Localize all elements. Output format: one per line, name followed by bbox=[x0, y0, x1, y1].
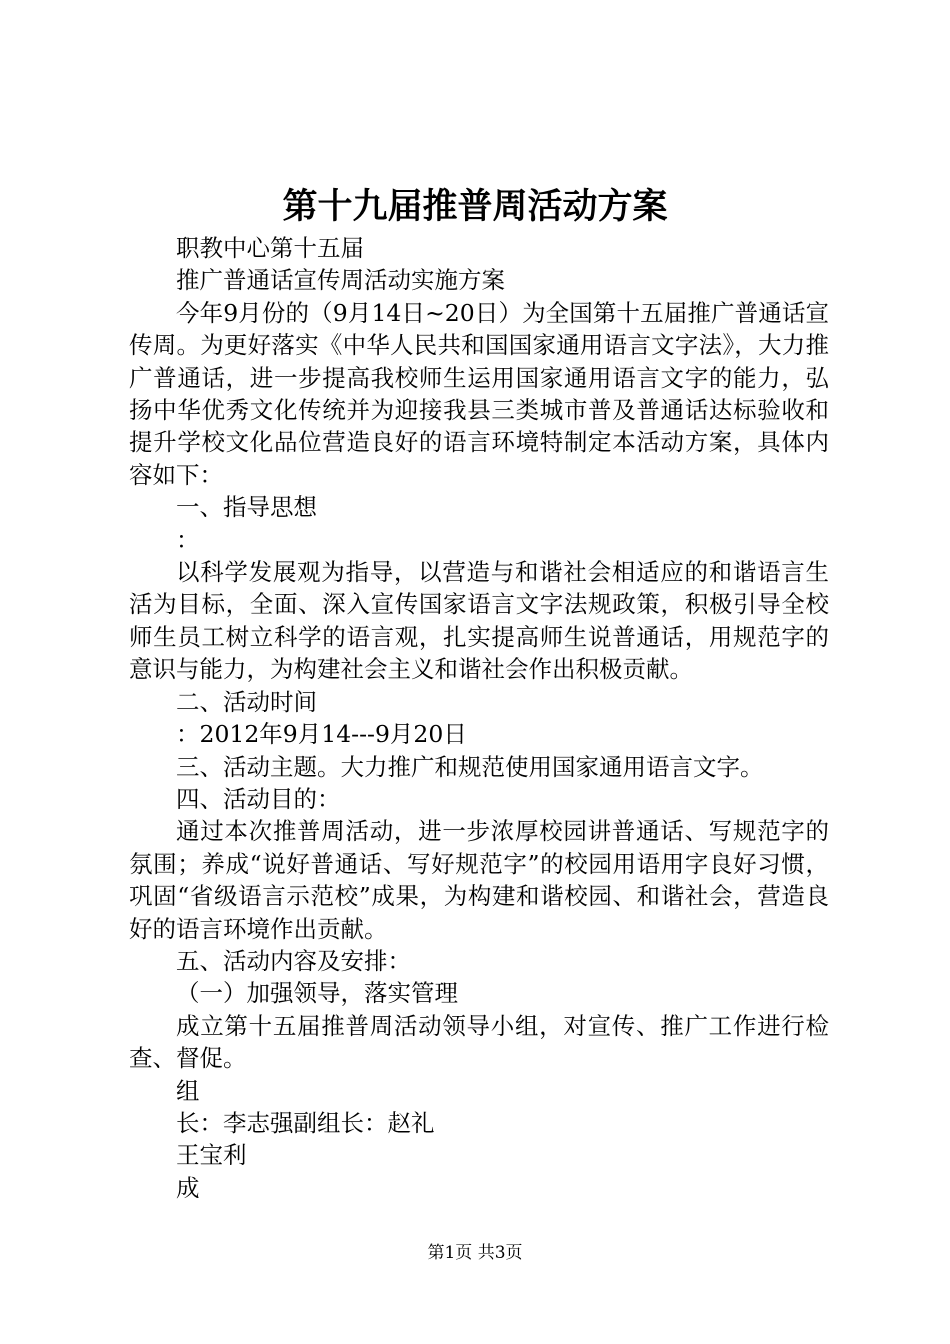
line-group: 组 bbox=[176, 1076, 200, 1105]
section-heading-2: 二、活动时间 bbox=[176, 687, 317, 716]
paragraph-purpose: 通过本次推普周活动，进一步浓厚校园讲普通话、写规范字的氛围；养成“说好普通话、写好规范字”的校园用语用字良好习惯，巩固“省级语言示范校”成果，为构建和谐校园、和谐社会，营造良好的语言环境作出贡献。 bbox=[129, 817, 829, 943]
document-body bbox=[129, 232, 829, 1204]
section-colon-1: ： bbox=[176, 525, 200, 554]
page-footer: 第1页 共3页 bbox=[427, 1243, 523, 1263]
paragraph-subtitle: 推广普通话宣传周活动实施方案 bbox=[176, 266, 505, 295]
paragraph-time: ：2012年9月14---9月20日 bbox=[176, 720, 467, 749]
section-heading-5: 五、活动内容及安排： bbox=[176, 946, 411, 975]
subsection-heading-1: （一）加强领导，落实管理 bbox=[176, 979, 458, 1008]
paragraph-org: 职教中心第十五届 bbox=[176, 234, 364, 262]
document-title: 第十九届推普周活动方案 bbox=[282, 186, 668, 227]
section-heading-4: 四、活动目的： bbox=[176, 784, 341, 813]
paragraph-guidance: 以科学发展观为指导，以营造与和谐社会相适应的和谐语言生活为目标，全面、深入宣传国家语言文字法规政策，积极引导全校师生员工树立科学的语言观，扎实提高师生说普通话，用规范字的意识与能力，为构建社会主义和谐社会作出积极贡献。 bbox=[129, 558, 829, 684]
section-heading-3: 三、活动主题。大力推广和规范使用国家通用语言文字。 bbox=[176, 752, 764, 781]
section-heading-1: 一、指导思想 bbox=[176, 493, 317, 522]
paragraph-leadership: 成立第十五届推普周活动领导小组，对宣传、推广工作进行检查、督促。 bbox=[129, 1011, 829, 1073]
line-leader: 长：李志强副组长：赵礼 bbox=[176, 1108, 435, 1137]
line-members: 成 bbox=[176, 1173, 200, 1202]
paragraph-intro: 今年9月份的（9月14日~20日）为全国第十五届推广普通话宣传周。为更好落实《中华人民共和国国家通用语言文字法》，大力推广普通话，进一步提高我校师生运用国家通用语言文字的能力，弘扬中华优秀文化传统并为迎接我县三类城市普及普通话达标验收和提升学校文化品位营造良好的语言环境特制定本活动方案，具体内容如下： bbox=[129, 298, 829, 489]
line-member-name: 王宝利 bbox=[176, 1141, 247, 1170]
